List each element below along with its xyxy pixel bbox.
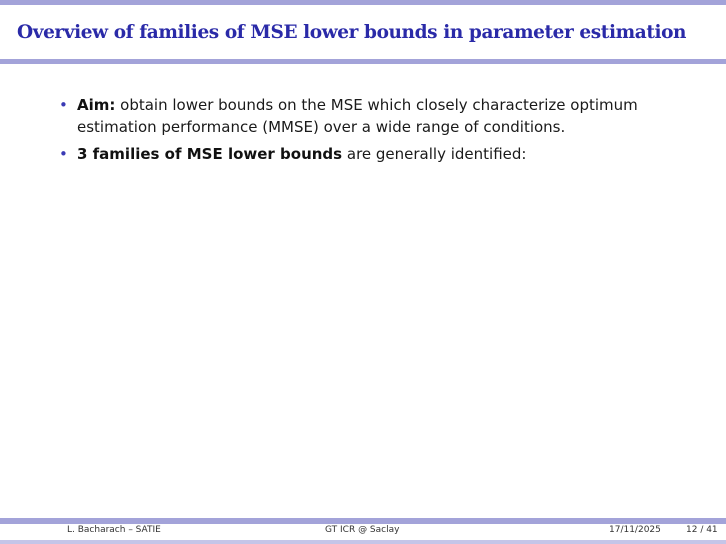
slide-title: Overview of families of MSE lower bounds in parameter estimation — [17, 22, 687, 43]
bullet-text: obtain lower bounds on the MSE which closely characterize optimum estimation performance (MMSE) over a wide range of conditions. — [77, 96, 638, 136]
bullet-bold-text: Aim: — [77, 96, 116, 114]
footer-author: L. Bacharach – SATIE — [67, 525, 161, 535]
footer-event: GT ICR @ Saclay — [325, 525, 400, 535]
bullet-item-families — [0, 143, 667, 165]
footer-page-number: 12 / 41 — [686, 525, 718, 535]
bullet-icon: • — [59, 96, 68, 114]
footer-date: 17/11/2025 — [609, 525, 661, 535]
bullet-icon: • — [59, 145, 68, 163]
title-rule — [0, 59, 726, 64]
footer — [0, 518, 726, 544]
bullet-bold-text: 3 families of MSE lower bounds — [77, 145, 343, 163]
bullet-list — [0, 94, 726, 170]
bullet-item-aim — [0, 94, 667, 138]
top-rule — [0, 0, 726, 5]
footer-rule — [0, 518, 726, 524]
bullet-text: are generally identified: — [342, 145, 527, 163]
footer-bottom-rule — [0, 540, 726, 544]
